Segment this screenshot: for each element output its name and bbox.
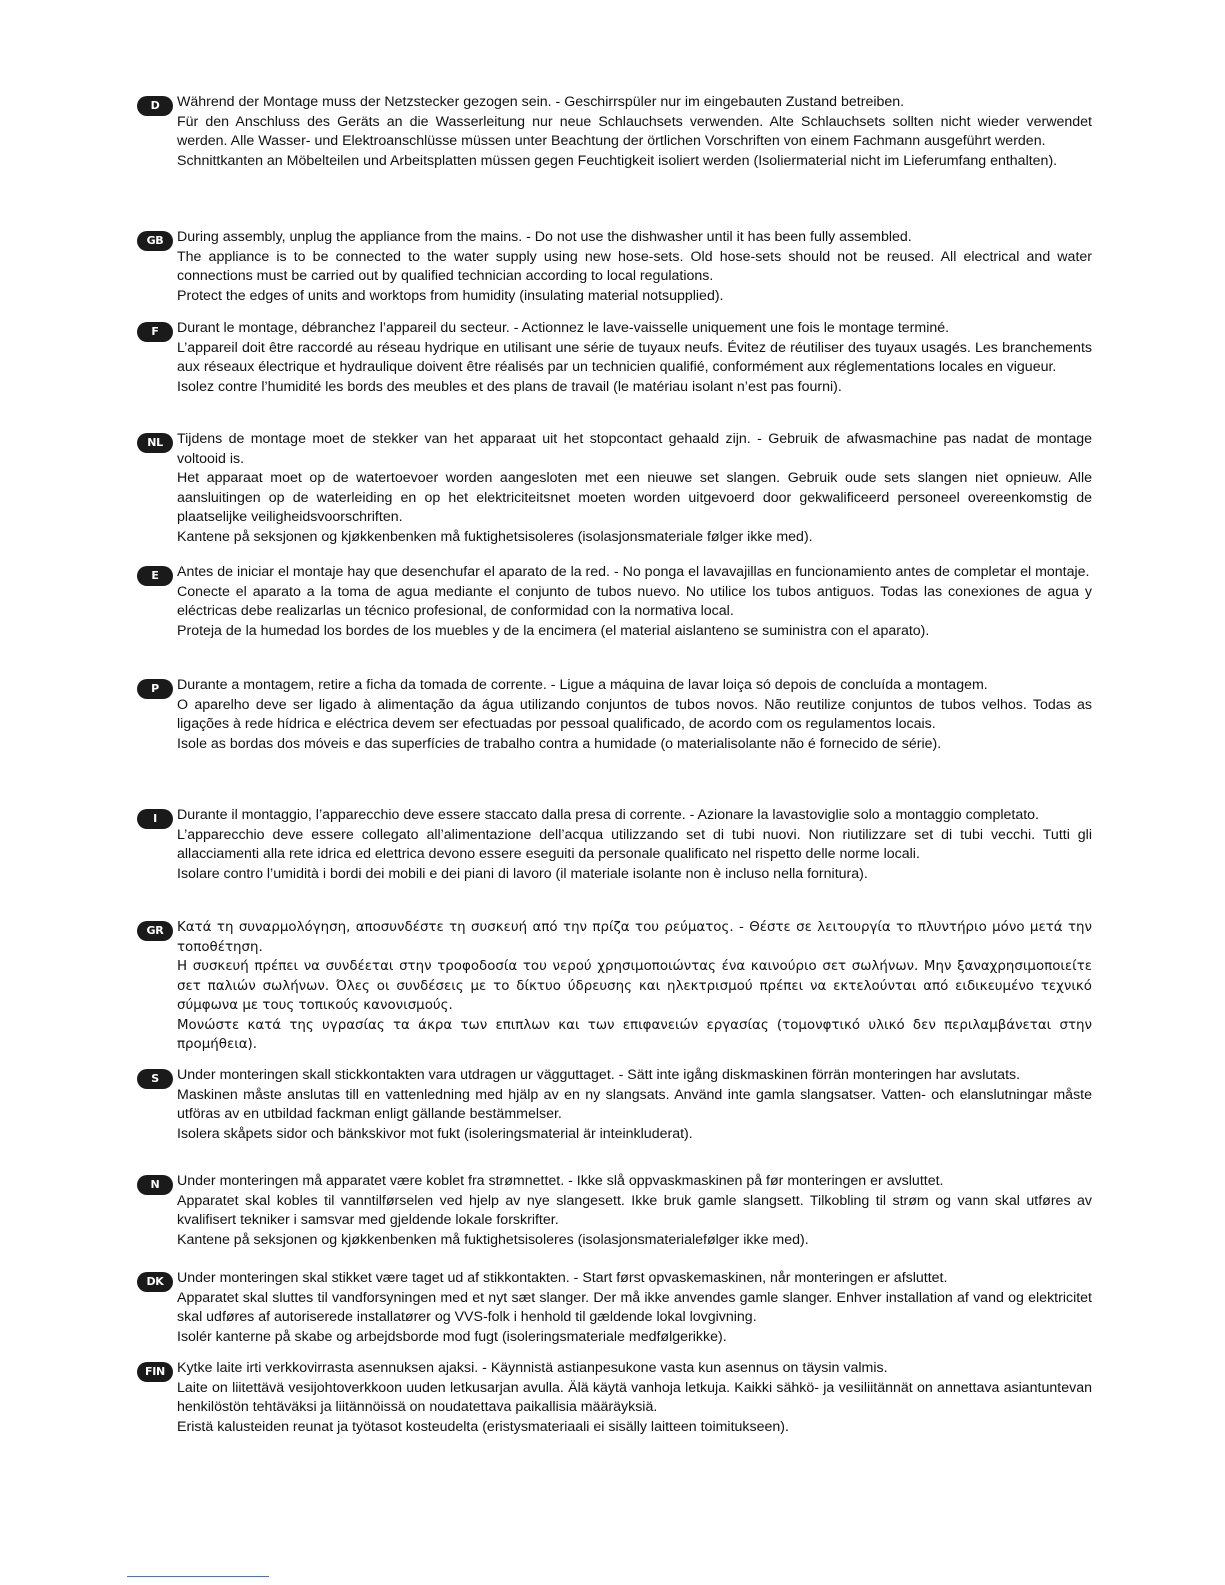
paragraph: Protect the edges of units and worktops from humidity (insulating material notsupplied). [177, 287, 724, 304]
paragraph: Durante a montagem, retire a ficha da tomada de corrente. - Ligue a máquina de lavar loiça só depois de concluída a montagem. [177, 677, 988, 693]
paragraph: Während der Montage muss der Netzstecker gezogen sein. - Geschirrspüler nur im eingebauten Zustand betreiben. [177, 94, 905, 110]
paragraph: Eristä kalusteiden reunat ja työtasot kosteudelta (eristysmateriaali ei sisälly laitteen toimitukseen). [177, 1418, 789, 1435]
paragraph: Kantene på seksjonen og kjøkkenbenken må fuktighetsisoleres (isolasjonsmateriale følger ikke med). [177, 528, 813, 545]
language-badge: FIN [137, 1362, 173, 1382]
language-badge: F [137, 322, 173, 342]
section-text [177, 1066, 1092, 1144]
paragraph: The appliance is to be connected to the water supply using new hose-sets. Old hose-sets should not be reused. All electrical and water connections must be carried out by qualified technician according to local regulations. [177, 248, 1092, 284]
language-badge: GR [137, 921, 173, 941]
language-badge: GB [137, 231, 173, 251]
language-badge: N [137, 1175, 173, 1195]
section-text [177, 1269, 1092, 1347]
paragraph: Isolér kanterne på skabe og arbejdsborde mod fugt (isoleringsmateriale medfølgerikke). [177, 1328, 727, 1345]
paragraph: O aparelho deve ser ligado à alimentação da água utilizando conjuntos de tubos novos. Não reutilize conjuntos de tubos velhos. Todas as ligações à rede hídrica e eléctrica devem ser efectuadas por pessoal qualificado, de acordo com os regulamentos locais. [177, 696, 1092, 732]
paragraph: Maskinen måste anslutas till en vattenledning med hjälp av en ny slangsats. Använd inte gamla slangsatser. Vatten- och elanslutningar måste utföras av en utbildad fackman enligt gällande bestämmelser. [177, 1086, 1092, 1122]
section-text [177, 319, 1092, 397]
paragraph: Under monteringen skall stickkontakten vara utdragen ur vägguttaget. - Sätt inte igång diskmaskinen förrän monteringen har avslutats. [177, 1067, 1021, 1083]
section-text [177, 563, 1092, 641]
paragraph: Conecte el aparato a la toma de agua mediante el conjunto de tubos nuevo. No utilice los tubos antiguos. Todas las conexiones de agua y eléctricas debe realizarlas un técnico profesional, de conformidad con la normativa local. [177, 583, 1092, 619]
paragraph: Κατά τη συναρμολόγηση, αποσυνδέστε τη συσκευή από την πρίζα του ρεύματος. - Θέστε σε λειτουργία το πλυντήριο μόνο μετά την τοποθέτηση. [177, 920, 1092, 955]
section-text [177, 806, 1092, 884]
section-it [137, 806, 1092, 884]
section-gb [137, 228, 1092, 306]
language-badge: NL [137, 433, 173, 453]
paragraph: L’apparecchio deve essere collegato all’alimentazione dell’acqua utilizzando set di tubi nuovi. Non riutilizzare set di tubi vecchi. Tutti gli allacciamenti alla rete idrica ed elettrica devono essere eseguiti da personale qualificato nel rispetto delle norme locali. [177, 826, 1092, 862]
section-fi [137, 1359, 1092, 1437]
section-text [177, 228, 1092, 306]
section-dk [137, 1269, 1092, 1347]
section-no [137, 1172, 1092, 1250]
paragraph: Antes de iniciar el montaje hay que desenchufar el aparato de la red. - No ponga el lavavajillas en funcionamiento antes de completar el montaje. [177, 564, 1090, 580]
language-badge: I [137, 809, 173, 829]
section-nl [137, 430, 1092, 547]
paragraph: Kytke laite irti verkkovirrasta asennuksen ajaksi. - Käynnistä astianpesukone vasta kun asennus on täysin valmis. [177, 1360, 888, 1376]
paragraph: L’appareil doit être raccordé au réseau hydrique en utilisant une série de tuyaux neufs. Évitez de réutiliser des tuyaux usagés. Les branchements aux réseaux électrique et hydraulique doivent être réalisés par un technicien qualifié, conformément aux réglementations locales en vigueur. [177, 339, 1092, 375]
paragraph: Under monteringen må apparatet være koblet fra strømnettet. - Ikke slå oppvaskmaskinen på før monteringen er avsluttet. [177, 1173, 944, 1189]
paragraph: During assembly, unplug the appliance from the mains. - Do not use the dishwasher until it has been fully assembled. [177, 229, 912, 245]
footer-divider [127, 1576, 269, 1577]
paragraph: Für den Anschluss des Geräts an die Wasserleitung nur neue Schlauchsets verwenden. Alte Schlauchsets sollten nicht wieder verwendet werden. Alle Wasser- und Elektroanschlüsse müssen unter Beachtung der örtlichen Vorschriften von einem Fachmann ausgeführt werden. [177, 113, 1092, 149]
paragraph: Isolare contro l’umidità i bordi dei mobili e dei piani di lavoro (il materiale isolante non è incluso nella fornitura). [177, 865, 868, 882]
paragraph: Under monteringen skal stikket være taget ud af stikkontakten. - Start først opvaskemaskinen, når monteringen er afsluttet. [177, 1270, 948, 1286]
paragraph: Apparatet skal kobles til vanntilførselen ved hjelp av nye slangesett. Ikke bruk gamle slangsett. Tilkobling til strøm og vann skal utføres av kvalifisert tekniker i samsvar med gjeldende lokale forskrifter. [177, 1192, 1092, 1228]
language-badge: S [137, 1069, 173, 1089]
paragraph: Tijdens de montage moet de stekker van het apparaat uit het stopcontact gehaald zijn. - Gebruik de afwasmachine pas nadat de montage voltooid is. [177, 431, 1092, 467]
paragraph: Isole as bordas dos móveis e das superfícies de trabalho contra a humidade (o materialisolante não é fornecido de série). [177, 735, 942, 752]
section-gr [137, 918, 1092, 1055]
section-text [177, 1359, 1092, 1437]
section-text [177, 676, 1092, 754]
paragraph: Schnittkanten an Möbelteilen und Arbeitsplatten müssen gegen Feuchtigkeit isoliert werden (Isoliermaterial nicht im Lieferumfang enthalten). [177, 152, 1058, 169]
paragraph: Apparatet skal sluttes til vandforsyningen med et nyt sæt slanger. Der må ikke anvendes gamle slanger. Enhver installation af vand og elektricitet skal udføres af autoriserede installatører og VVS-folk i henhold til gældende lokal lovgivning. [177, 1289, 1092, 1325]
paragraph: Isolez contre l’humidité les bords des meubles et des plans de travail (le matériau isolant n’est pas fourni). [177, 378, 842, 395]
language-badge: E [137, 566, 173, 586]
section-es [137, 563, 1092, 641]
paragraph: Durant le montage, débranchez l’appareil du secteur. - Actionnez le lave-vaisselle uniquement une fois le montage terminé. [177, 320, 950, 336]
paragraph: Μονώστε κατά της υγρασίας τα άκρα των επιπλων και των επιφανειών εργασίας (τομονφτικό υλικό δεν περιλαμβάνεται στην προμήθεια). [177, 1017, 1092, 1052]
section-text [177, 430, 1092, 547]
section-se [137, 1066, 1092, 1144]
section-text [177, 918, 1092, 1055]
language-badge: P [137, 679, 173, 699]
language-badge: D [137, 96, 173, 116]
paragraph: Het apparaat moet op de watertoevoer worden aangesloten met een nieuwe set slangen. Gebruik oude sets slangen niet opnieuw. Alle aansluitingen op de waterleiding en op het elektriciteitsnet moeten worden uitgevoerd door gekwalificeerd personeel overeenkomstig de plaatselijke veiligheidsvoorschriften. [177, 470, 1092, 525]
paragraph: Laite on liitettävä vesijohtoverkkoon uuden letkusarjan avulla. Älä käytä vanhoja letkuja. Kaikki sähkö- ja vesiliitännät on annettava asiantuntevan henkilöstön tehtäväksi ja liitännöissä on noudatettava paikallisia määräyksiä. [177, 1379, 1092, 1415]
language-badge: DK [137, 1272, 173, 1292]
section-fr [137, 319, 1092, 397]
paragraph: Durante il montaggio, l’apparecchio deve essere staccato dalla presa di corrente. - Azionare la lavastoviglie solo a montaggio completato. [177, 807, 1039, 823]
section-text [177, 93, 1092, 171]
paragraph: Kantene på seksjonen og kjøkkenbenken må fuktighetsisoleres (isolasjonsmaterialefølger ikke med). [177, 1231, 809, 1248]
paragraph: Proteja de la humedad los bordes de los muebles y de la encimera (el material aislanteno se suministra con el aparato). [177, 622, 930, 639]
section-pt [137, 676, 1092, 754]
paragraph: Isolera skåpets sidor och bänkskivor mot fukt (isoleringsmaterial är inteinkluderat). [177, 1125, 693, 1142]
section-de [137, 93, 1092, 171]
paragraph: Η συσκευή πρέπει να συνδέεται στην τροφοδοσία του νερού χρησιμοποιώντας ένα καινούριο σετ σωλήνων. Μην ξαναχρησιμοποιείτε σετ παλιών σωλήνων. Όλες οι συνδέσεις με το δίκτυο ύδρευσης και ηλεκτρισμού πρέπει να εκτελούνται από ειδικευμένο τεχνικό σύμφωνα με τους τοπικούς κανονισμούς. [177, 959, 1092, 1013]
section-text [177, 1172, 1092, 1250]
